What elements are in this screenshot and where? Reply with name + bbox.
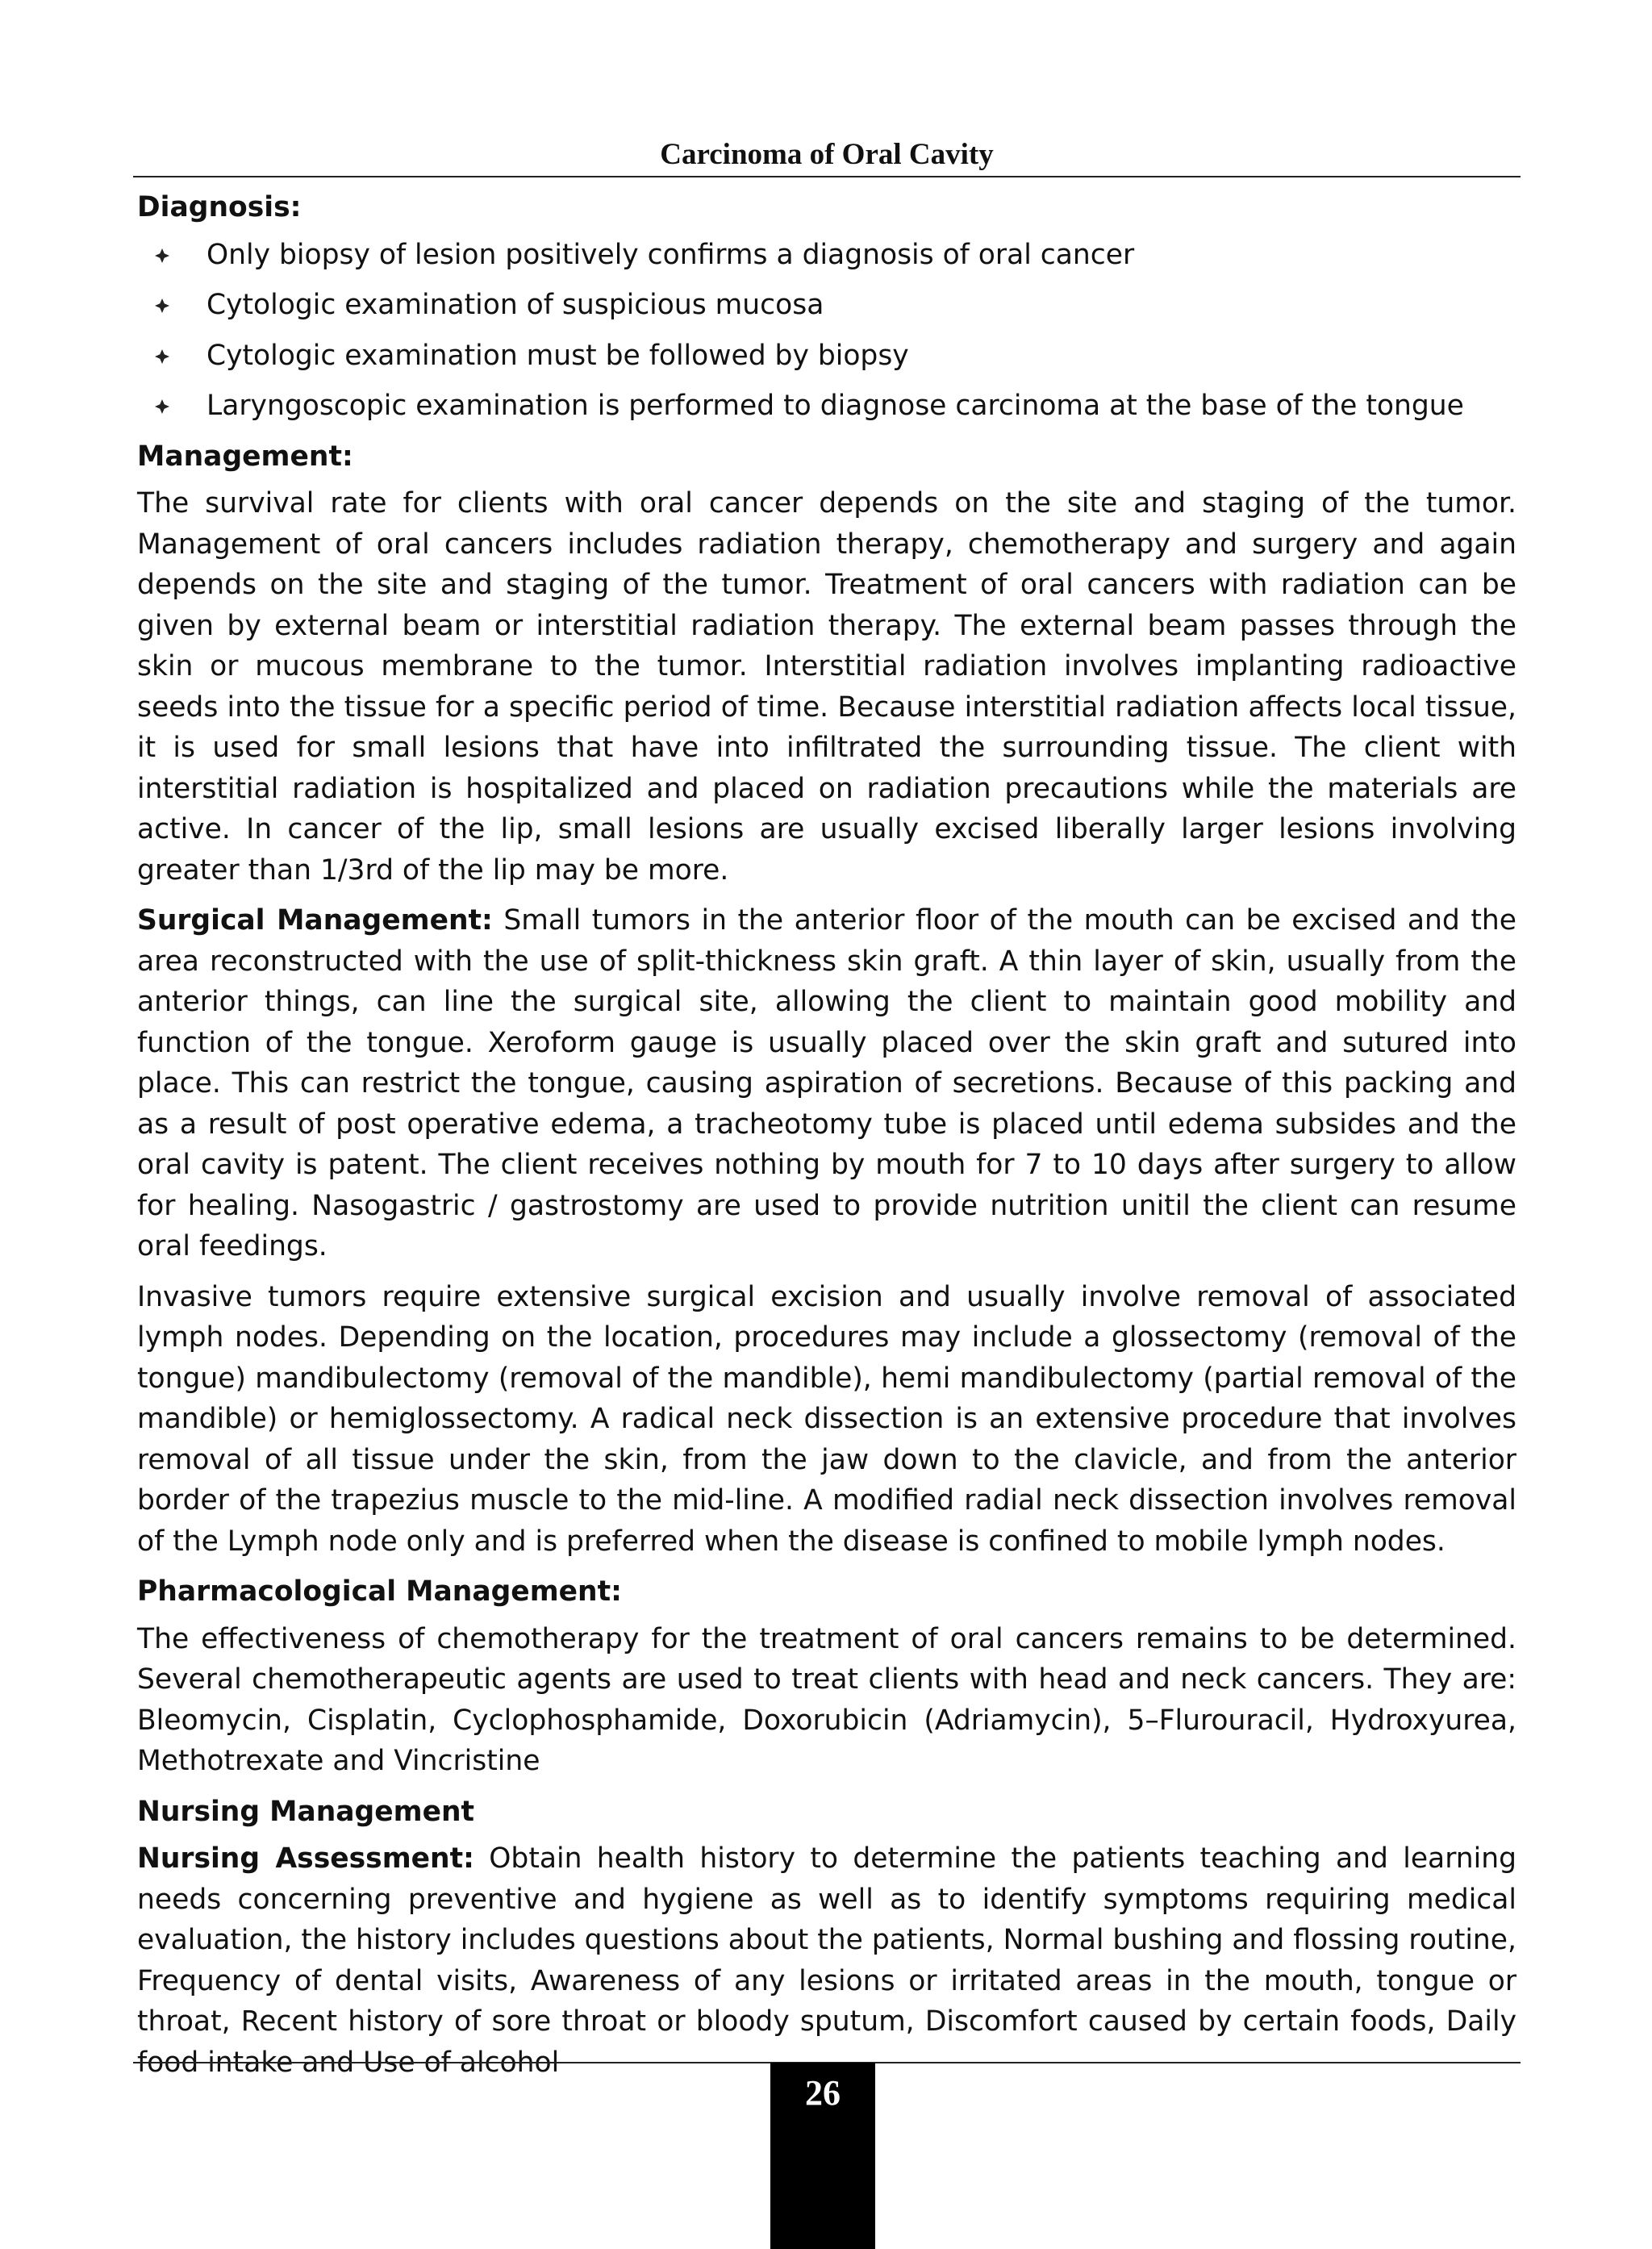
surgical-management-text: Small tumors in the anterior floor of the mouth can be excised and the area reconstructed with the use of split-thickness skin graft. A thin layer of skin, usually from the anterior things, can line the surgical site, allowing the client to maintain good mobility and function of the tongue. Xeroform gauge is usually placed over the skin graft and sutured into place. This can restrict the tongue, causing aspiration of secretions. Because of this packing and as a result of post operative edema, a tracheotomy tube is placed until edema subsides and the oral cavity is patent. The client receives nothing by mouth for 7 to 10 days after surgery to allow for healing. Nasogastric / gastrostomy are used to provide nutrition unitil the client can resume oral feedings. (137, 904, 1516, 1262)
nursing-assessment-paragraph (137, 1838, 1516, 2083)
pharmacological-paragraph: The effectiveness of chemotherapy for the treatment of oral cancers remains to be determined. Several chemotherapeutic agents are used to treat clients with head and neck cancers. They are: Bleomycin, Cisplatin, Cyclophosphamide, Doxorubicin (Adriamycin), 5–Flurouracil, Hydroxyurea, Methotrexate and Vincristine (137, 1622, 1516, 1777)
list-item-text: Cytologic examination of suspicious mucosa (206, 289, 824, 321)
diagnosis-heading: Diagnosis: (137, 191, 302, 223)
nursing-management-heading: Nursing Management (137, 1795, 475, 1828)
nursing-assessment-lead: Nursing Assessment: (137, 1842, 474, 1875)
running-header-title: Carcinoma of Oral Cavity (660, 138, 994, 171)
diamond-bullet-icon (155, 298, 169, 313)
management-paragraph: The survival rate for clients with oral cancer depends on the site and staging of the tumor. Management of oral cancers includes radiation therapy, chemotherapy and surgery and again depends on the site and staging of the tumor. Treatment of oral cancers with radiation can be given by external beam or interstitial radiation therapy. The external beam passes through the skin or mucous membrane to the tumor. Interstitial radiation involves implanting radioactive seeds into the tissue for a specific period of time. Because interstitial radiation affects local tissue, it is used for small lesions that have into infiltrated the surrounding tissue. The client with interstitial radiation is hospitalized and placed on radiation precautions while the materials are active. In cancer of the lip, small lesions are usually excised liberally larger lesions involving greater than 1/3rd of the lip may be more. (137, 487, 1516, 887)
list-item-text: Only biopsy of lesion positively confirms a diagnosis of oral cancer (206, 238, 1135, 271)
list-item (137, 336, 1516, 377)
diamond-bullet-icon (155, 248, 169, 263)
page-number: 26 (805, 2073, 841, 2113)
header-rule (133, 176, 1521, 177)
diagnosis-list (137, 235, 1516, 427)
surgical-management-lead: Surgical Management: (137, 904, 493, 937)
list-item (137, 235, 1516, 276)
list-item (137, 386, 1516, 427)
surgical-management-paragraph (137, 900, 1516, 1267)
diamond-bullet-icon (155, 399, 169, 414)
nursing-assessment-text: Obtain health history to determine the patients teaching and learning needs concerning preventive and hygiene as well as to identify symptoms requiring medical evaluation, the history includes questions about the patients, Normal bushing and flossing routine, Frequency of dental visits, Awareness of any lesions or irritated areas in the mouth, tongue or throat, Recent history of sore throat or bloody sputum, Discomfort caused by certain foods, Daily food intake and Use of alcohol (137, 1842, 1516, 2079)
page-body (137, 187, 1516, 2093)
list-item-text: Cytologic examination must be followed by biopsy (206, 339, 909, 372)
list-item (137, 285, 1516, 326)
management-heading: Management: (137, 440, 353, 473)
invasive-tumors-paragraph: Invasive tumors require extensive surgical excision and usually involve removal of associated lymph nodes. Depending on the location, procedures may include a glossectomy (removal of the tongue) mandibulectomy (removal of the mandible), hemi mandibulectomy (partial removal of the mandible) or hemiglossectomy. A radical neck dissection is an extensive procedure that involves removal of all tissue under the skin, from the jaw down to the clavicle, and from the anterior border of the trapezius muscle to the mid-line. A modified radial neck dissection involves removal of the Lymph node only and is preferred when the disease is confined to mobile lymph nodes. (137, 1280, 1516, 1558)
pharmacological-heading: Pharmacological Management: (137, 1575, 622, 1608)
list-item-text: Laryngoscopic examination is performed to diagnose carcinoma at the base of the tongue (206, 390, 1464, 422)
diamond-bullet-icon (155, 349, 169, 364)
